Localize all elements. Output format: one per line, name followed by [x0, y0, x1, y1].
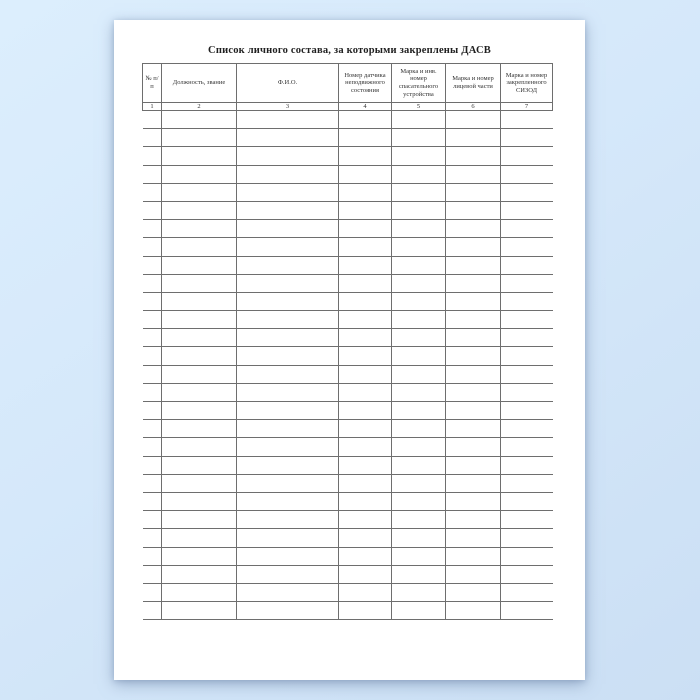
- empty-row: [143, 438, 553, 456]
- empty-cell: [339, 165, 392, 183]
- empty-cell: [143, 220, 162, 238]
- empty-row: [143, 111, 553, 129]
- empty-cell: [446, 492, 501, 510]
- table-body: [143, 111, 553, 620]
- empty-cell: [237, 292, 339, 310]
- empty-cell: [237, 347, 339, 365]
- empty-cell: [162, 256, 237, 274]
- empty-cell: [501, 511, 553, 529]
- empty-cell: [501, 201, 553, 219]
- empty-cell: [237, 129, 339, 147]
- empty-cell: [446, 201, 501, 219]
- empty-cell: [162, 492, 237, 510]
- empty-cell: [446, 274, 501, 292]
- empty-cell: [446, 438, 501, 456]
- empty-row: [143, 183, 553, 201]
- column-number: 2: [162, 103, 237, 111]
- empty-cell: [339, 565, 392, 583]
- empty-cell: [339, 438, 392, 456]
- empty-cell: [143, 274, 162, 292]
- empty-cell: [339, 402, 392, 420]
- empty-cell: [162, 402, 237, 420]
- empty-cell: [446, 256, 501, 274]
- empty-cell: [162, 329, 237, 347]
- empty-cell: [392, 147, 446, 165]
- empty-cell: [446, 111, 501, 129]
- empty-cell: [143, 492, 162, 510]
- empty-cell: [162, 529, 237, 547]
- empty-cell: [237, 165, 339, 183]
- empty-cell: [143, 383, 162, 401]
- empty-row: [143, 256, 553, 274]
- empty-cell: [446, 292, 501, 310]
- empty-cell: [143, 111, 162, 129]
- empty-cell: [162, 238, 237, 256]
- page-title: Список личного состава, за которыми закреплены ДАСВ: [208, 45, 491, 56]
- empty-row: [143, 583, 553, 601]
- empty-cell: [237, 492, 339, 510]
- empty-cell: [501, 474, 553, 492]
- empty-cell: [392, 420, 446, 438]
- empty-cell: [339, 529, 392, 547]
- empty-cell: [446, 365, 501, 383]
- column-header: Марка и номер лицевой части: [446, 64, 501, 103]
- empty-cell: [237, 365, 339, 383]
- empty-cell: [501, 311, 553, 329]
- empty-row: [143, 292, 553, 310]
- empty-cell: [237, 383, 339, 401]
- empty-row: [143, 129, 553, 147]
- column-header: Ф.И.О.: [237, 64, 339, 103]
- column-header: Марка и номер закрепленного СИЗОД: [501, 64, 553, 103]
- empty-cell: [339, 256, 392, 274]
- empty-cell: [392, 511, 446, 529]
- empty-cell: [339, 220, 392, 238]
- empty-cell: [162, 165, 237, 183]
- empty-cell: [446, 456, 501, 474]
- empty-row: [143, 492, 553, 510]
- empty-cell: [446, 238, 501, 256]
- empty-cell: [162, 274, 237, 292]
- empty-cell: [501, 347, 553, 365]
- empty-cell: [143, 547, 162, 565]
- empty-cell: [143, 201, 162, 219]
- empty-cell: [392, 438, 446, 456]
- empty-cell: [143, 147, 162, 165]
- empty-cell: [237, 456, 339, 474]
- empty-row: [143, 238, 553, 256]
- empty-cell: [339, 129, 392, 147]
- empty-row: [143, 456, 553, 474]
- empty-cell: [501, 438, 553, 456]
- empty-cell: [162, 383, 237, 401]
- empty-cell: [143, 583, 162, 601]
- empty-cell: [392, 292, 446, 310]
- empty-cell: [162, 129, 237, 147]
- column-number: 5: [392, 103, 446, 111]
- empty-cell: [392, 402, 446, 420]
- empty-cell: [446, 347, 501, 365]
- empty-cell: [339, 383, 392, 401]
- empty-cell: [446, 474, 501, 492]
- empty-cell: [501, 529, 553, 547]
- empty-cell: [237, 402, 339, 420]
- empty-cell: [339, 274, 392, 292]
- column-header: Марка и инв. номер спасательного устройства: [392, 64, 446, 103]
- empty-cell: [162, 147, 237, 165]
- empty-row: [143, 311, 553, 329]
- empty-cell: [501, 256, 553, 274]
- empty-cell: [162, 220, 237, 238]
- empty-row: [143, 602, 553, 620]
- personnel-table: [142, 63, 553, 620]
- empty-cell: [339, 201, 392, 219]
- empty-cell: [392, 165, 446, 183]
- empty-cell: [392, 256, 446, 274]
- column-header: № п/п: [143, 64, 162, 103]
- empty-cell: [339, 292, 392, 310]
- empty-cell: [392, 456, 446, 474]
- empty-cell: [237, 547, 339, 565]
- empty-cell: [392, 492, 446, 510]
- empty-cell: [392, 474, 446, 492]
- empty-row: [143, 347, 553, 365]
- empty-cell: [446, 511, 501, 529]
- empty-cell: [162, 438, 237, 456]
- empty-cell: [501, 565, 553, 583]
- empty-cell: [392, 111, 446, 129]
- empty-cell: [162, 456, 237, 474]
- empty-cell: [501, 220, 553, 238]
- empty-cell: [446, 183, 501, 201]
- empty-cell: [392, 274, 446, 292]
- empty-cell: [501, 547, 553, 565]
- empty-cell: [339, 456, 392, 474]
- empty-cell: [162, 111, 237, 129]
- empty-cell: [162, 565, 237, 583]
- empty-cell: [143, 292, 162, 310]
- empty-cell: [143, 511, 162, 529]
- empty-cell: [339, 347, 392, 365]
- empty-cell: [339, 329, 392, 347]
- empty-cell: [339, 365, 392, 383]
- empty-cell: [162, 602, 237, 620]
- empty-cell: [162, 201, 237, 219]
- empty-cell: [501, 238, 553, 256]
- empty-cell: [143, 129, 162, 147]
- empty-cell: [392, 547, 446, 565]
- empty-cell: [501, 583, 553, 601]
- empty-cell: [237, 583, 339, 601]
- empty-cell: [446, 565, 501, 583]
- empty-row: [143, 529, 553, 547]
- empty-cell: [237, 238, 339, 256]
- empty-cell: [339, 492, 392, 510]
- empty-cell: [237, 256, 339, 274]
- empty-cell: [446, 329, 501, 347]
- empty-cell: [162, 420, 237, 438]
- empty-cell: [143, 311, 162, 329]
- empty-cell: [501, 492, 553, 510]
- empty-cell: [501, 292, 553, 310]
- empty-cell: [339, 511, 392, 529]
- empty-cell: [237, 274, 339, 292]
- empty-cell: [501, 365, 553, 383]
- empty-cell: [237, 147, 339, 165]
- empty-cell: [143, 565, 162, 583]
- empty-cell: [392, 183, 446, 201]
- empty-cell: [339, 147, 392, 165]
- empty-cell: [237, 111, 339, 129]
- column-number: 6: [446, 103, 501, 111]
- empty-cell: [446, 402, 501, 420]
- empty-cell: [237, 329, 339, 347]
- empty-cell: [392, 238, 446, 256]
- empty-cell: [501, 147, 553, 165]
- empty-cell: [143, 420, 162, 438]
- empty-row: [143, 383, 553, 401]
- empty-cell: [143, 165, 162, 183]
- empty-row: [143, 329, 553, 347]
- empty-row: [143, 165, 553, 183]
- empty-cell: [501, 165, 553, 183]
- empty-cell: [392, 529, 446, 547]
- empty-cell: [162, 365, 237, 383]
- empty-cell: [446, 583, 501, 601]
- empty-row: [143, 511, 553, 529]
- empty-cell: [392, 329, 446, 347]
- empty-cell: [446, 383, 501, 401]
- empty-cell: [162, 583, 237, 601]
- empty-cell: [237, 420, 339, 438]
- empty-cell: [501, 111, 553, 129]
- column-number: 7: [501, 103, 553, 111]
- empty-cell: [501, 602, 553, 620]
- empty-cell: [162, 292, 237, 310]
- empty-cell: [339, 111, 392, 129]
- empty-cell: [339, 474, 392, 492]
- empty-cell: [339, 311, 392, 329]
- empty-cell: [446, 220, 501, 238]
- column-number-row: [143, 103, 553, 111]
- empty-cell: [446, 129, 501, 147]
- empty-row: [143, 547, 553, 565]
- empty-row: [143, 274, 553, 292]
- empty-cell: [162, 183, 237, 201]
- table-header: [143, 64, 553, 111]
- empty-cell: [237, 511, 339, 529]
- empty-cell: [501, 183, 553, 201]
- empty-cell: [446, 311, 501, 329]
- empty-cell: [392, 583, 446, 601]
- empty-cell: [143, 402, 162, 420]
- empty-cell: [162, 511, 237, 529]
- empty-cell: [143, 602, 162, 620]
- empty-cell: [446, 420, 501, 438]
- empty-row: [143, 474, 553, 492]
- empty-cell: [392, 565, 446, 583]
- empty-cell: [143, 183, 162, 201]
- empty-cell: [501, 420, 553, 438]
- empty-cell: [501, 329, 553, 347]
- empty-row: [143, 220, 553, 238]
- column-header: Должность, звание: [162, 64, 237, 103]
- document-page: [114, 20, 585, 680]
- column-number: 4: [339, 103, 392, 111]
- empty-row: [143, 201, 553, 219]
- empty-cell: [143, 256, 162, 274]
- empty-cell: [446, 602, 501, 620]
- empty-row: [143, 365, 553, 383]
- column-number: 3: [237, 103, 339, 111]
- empty-cell: [143, 365, 162, 383]
- empty-cell: [339, 420, 392, 438]
- empty-cell: [339, 583, 392, 601]
- empty-cell: [392, 129, 446, 147]
- empty-cell: [446, 547, 501, 565]
- empty-cell: [237, 311, 339, 329]
- empty-cell: [339, 602, 392, 620]
- empty-cell: [501, 274, 553, 292]
- empty-row: [143, 147, 553, 165]
- empty-cell: [162, 474, 237, 492]
- empty-cell: [446, 147, 501, 165]
- empty-cell: [339, 238, 392, 256]
- empty-cell: [392, 602, 446, 620]
- empty-cell: [501, 402, 553, 420]
- empty-cell: [501, 456, 553, 474]
- empty-cell: [237, 602, 339, 620]
- empty-cell: [501, 383, 553, 401]
- empty-row: [143, 420, 553, 438]
- empty-cell: [392, 311, 446, 329]
- empty-cell: [237, 183, 339, 201]
- empty-cell: [143, 238, 162, 256]
- empty-cell: [392, 347, 446, 365]
- column-header: Номер датчика неподвижного состояния: [339, 64, 392, 103]
- empty-row: [143, 402, 553, 420]
- empty-cell: [339, 547, 392, 565]
- empty-cell: [143, 329, 162, 347]
- empty-cell: [339, 183, 392, 201]
- empty-cell: [392, 220, 446, 238]
- empty-cell: [392, 365, 446, 383]
- empty-cell: [392, 201, 446, 219]
- empty-cell: [237, 474, 339, 492]
- empty-cell: [162, 347, 237, 365]
- empty-cell: [501, 129, 553, 147]
- empty-cell: [143, 529, 162, 547]
- empty-cell: [237, 529, 339, 547]
- empty-row: [143, 565, 553, 583]
- header-row: [143, 64, 553, 103]
- empty-cell: [237, 438, 339, 456]
- empty-cell: [143, 456, 162, 474]
- empty-cell: [162, 547, 237, 565]
- empty-cell: [143, 474, 162, 492]
- empty-cell: [237, 565, 339, 583]
- empty-cell: [446, 165, 501, 183]
- empty-cell: [392, 383, 446, 401]
- empty-cell: [143, 438, 162, 456]
- empty-cell: [143, 347, 162, 365]
- empty-cell: [446, 529, 501, 547]
- empty-cell: [162, 311, 237, 329]
- empty-cell: [237, 220, 339, 238]
- empty-cell: [237, 201, 339, 219]
- column-number: 1: [143, 103, 162, 111]
